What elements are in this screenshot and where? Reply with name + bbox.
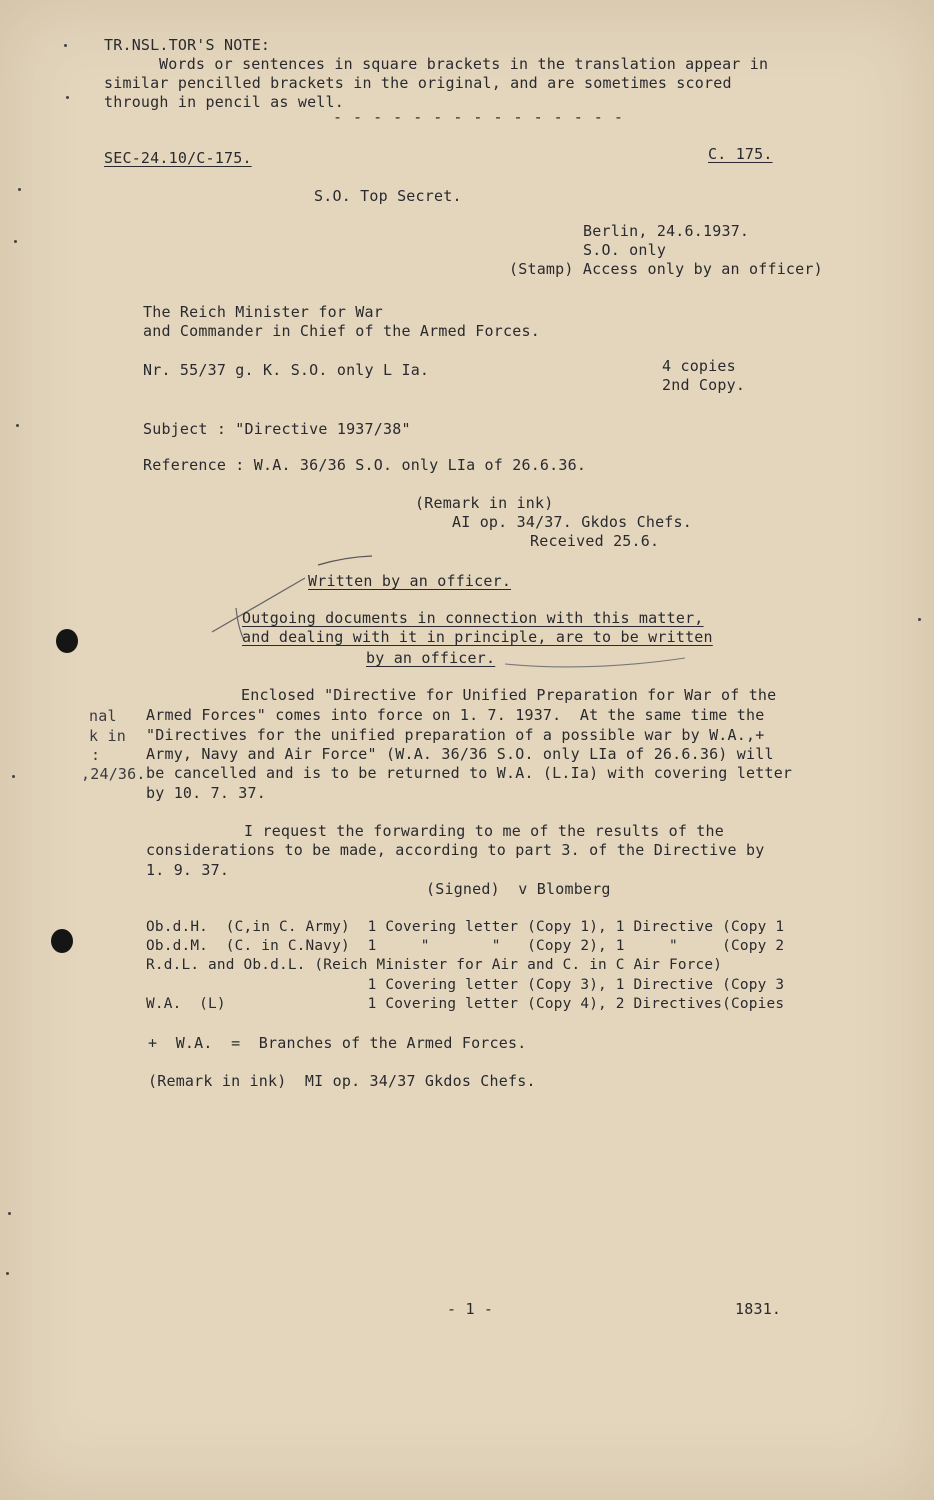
reference-line: Reference : W.A. 36/36 S.O. only LIa of 26.6.36. [143,456,587,474]
outgoing-note-line: Outgoing documents in connection with this matter, [242,609,704,627]
paper-speck [66,96,69,99]
margin-fragment: : [91,746,101,764]
footnote: + W.A. = Branches of the Armed Forces. [148,1034,527,1052]
paper-speck [18,188,21,191]
copies-count: 4 copies [662,357,736,375]
body-line: "Directives for the unified preparation of a possible war by W.A.,+ [146,726,765,744]
pencil-stroke-top [318,556,372,565]
translator-note-line: through in pencil as well. [104,93,344,111]
paper-speck [8,1212,11,1215]
paper-speck [14,240,17,243]
body-line: Enclosed "Directive for Unified Preparation for War of the [241,686,777,704]
distribution-line: W.A. (L) 1 Covering letter (Copy 4), 2 Directives(Copies [146,996,785,1012]
paper-speck [12,775,15,778]
body-line: be cancelled and is to be returned to W.A. (L.Ia) with covering letter [146,764,793,782]
file-reference: SEC-24.10/C-175. [104,149,252,167]
distribution-line: Ob.d.H. (C,in C. Army) 1 Covering letter (Copy 1), 1 Directive (Copy 1 [146,919,785,935]
sender-line: The Reich Minister for War [143,303,383,321]
ink-remark-received: Received 25.6. [530,532,660,550]
paper-speck [64,44,67,47]
paper-speck [16,424,19,427]
margin-fragment: nal [89,707,117,725]
outgoing-note-line: by an officer. [366,649,496,667]
subject-line: Subject : "Directive 1937/38" [143,420,411,438]
punch-hole [51,929,73,953]
pencil-stroke-bottom [505,658,685,667]
body-line: I request the forwarding to me of the results of the [244,822,724,840]
body-line: 1. 9. 37. [146,861,230,879]
paper-speck [6,1272,9,1275]
document-number: Nr. 55/37 g. K. S.O. only L Ia. [143,361,430,379]
stamp-text: (Stamp) Access only by an officer) [509,260,823,278]
classification: S.O. Top Secret. [314,187,462,205]
document-serial: 1831. [735,1300,782,1318]
paper-speck [918,618,921,621]
translator-note-line: Words or sentences in square brackets in the translation appear in [159,55,769,73]
punch-hole [56,629,78,653]
body-line: considerations to be made, according to part 3. of the Directive by [146,841,765,859]
ink-remark-ref: AI op. 34/37. Gkdos Chefs. [452,513,692,531]
outgoing-note-line: and dealing with it in principle, are to be written [242,628,713,646]
distribution-line: Ob.d.M. (C. in C.Navy) 1 " " (Copy 2), 1 " (Copy 2 [146,938,785,954]
body-line: by 10. 7. 37. [146,784,266,802]
ink-remark-bottom: (Remark in ink) MI op. 34/37 Gkdos Chefs. [148,1072,536,1090]
translator-note-title: TR.NSL.TOR'S NOTE: [104,36,271,54]
separator-line: - - - - - - - - - - - - - - - [333,108,624,126]
distribution-line: R.d.L. and Ob.d.L. (Reich Minister for Air and C. in C Air Force) [146,957,723,973]
sender-line: and Commander in Chief of the Armed Forces. [143,322,540,340]
written-by-officer: Written by an officer. [308,572,512,590]
place-date: Berlin, 24.6.1937. [583,222,750,240]
page-number: - 1 - [447,1300,494,1318]
margin-fragment: k in [89,727,126,745]
so-only: S.O. only [583,241,667,259]
body-line: Armed Forces" comes into force on 1. 7. 1937. At the same time the [146,706,765,724]
document-reference: C. 175. [708,145,773,163]
translator-note-line: similar pencilled brackets in the original, and are sometimes scored [104,74,732,92]
signature-line: (Signed) v Blomberg [426,880,611,898]
copy-number: 2nd Copy. [662,376,746,394]
body-line: Army, Navy and Air Force" (W.A. 36/36 S.O. only LIa of 26.6.36) will [146,745,774,763]
distribution-line: 1 Covering letter (Copy 3), 1 Directive (Copy 3 [146,977,785,993]
margin-fragment: ,24/36. [81,765,146,783]
ink-remark-label: (Remark in ink) [415,494,554,512]
